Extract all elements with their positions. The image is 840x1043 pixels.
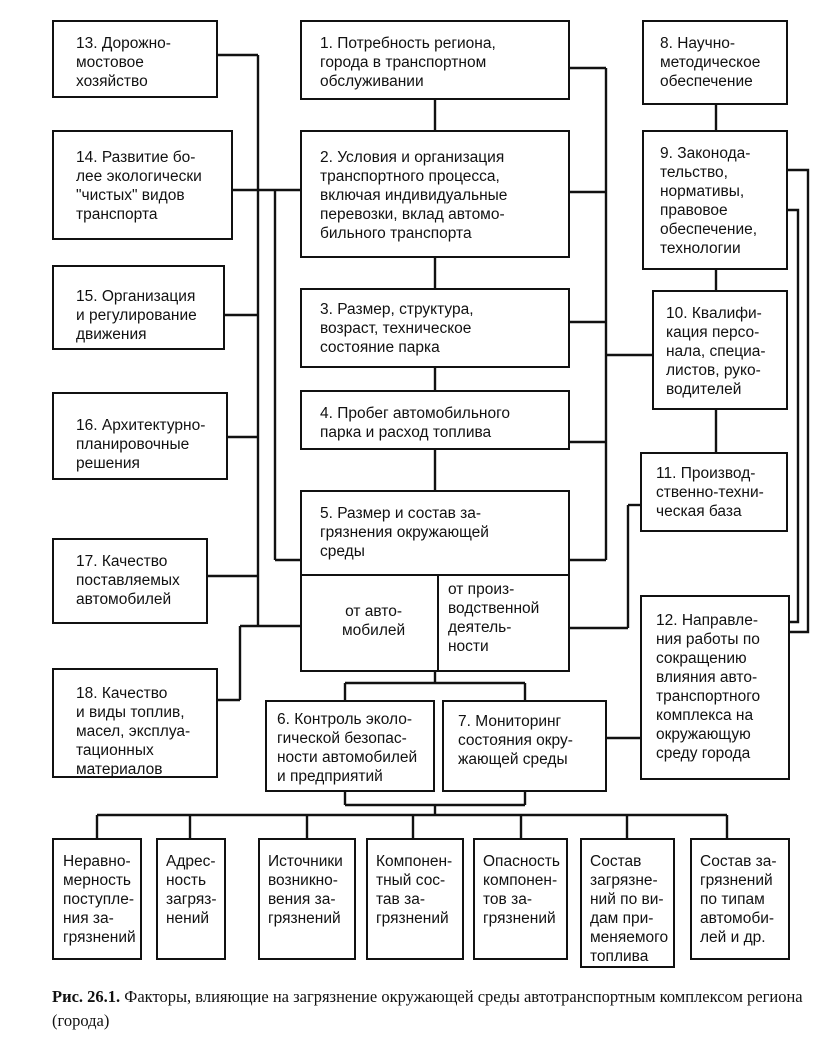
box-10-label: 10. Квалифи- кация персо- нала, специа- листов, руко- водителей: [666, 305, 766, 398]
figure-label: Рис. 26.1.: [52, 987, 121, 1006]
box-2: [300, 130, 570, 258]
box-17-label: 17. Качество поставляемых автомобилей: [76, 553, 180, 608]
result-box-5-label: Опасность компонен- тов за- грязнений: [483, 853, 560, 927]
result-box-6: [580, 838, 675, 968]
box-13: [52, 20, 218, 98]
box-15-label: 15. Организация и регулирование движения: [76, 288, 197, 343]
box-14: [52, 130, 233, 240]
box-7-label: 7. Мониторинг состояния окру- жающей среды: [458, 713, 573, 768]
figure-caption-text: Факторы, влияющие на загрязнение окружающей среды автотранспортным комплексом региона (города): [52, 987, 803, 1030]
result-box-4: [366, 838, 464, 960]
box-18-label: 18. Качество и виды топлив, масел, эксплуа- тационных материалов: [76, 685, 191, 778]
box-2-label: 2. Условия и организация транспортного процесса, включая индивидуальные перевозки, вклад автомо- бильного транспорта: [320, 149, 508, 242]
box-16-label: 16. Архитектурно- планировочные решения: [76, 417, 206, 472]
box-11: [640, 452, 788, 532]
box-5a-label: от авто- мобилей: [342, 603, 406, 639]
result-box-5: [473, 838, 568, 960]
box-16: [52, 392, 228, 480]
box-10: [652, 290, 788, 410]
result-box-2-label: Адрес- ность загряз- нений: [166, 853, 217, 927]
box-1-label: 1. Потребность региона, города в транспортном обслуживании: [320, 35, 496, 90]
box-11-label: 11. Производ- ственно-техни- ческая база: [656, 465, 764, 520]
box-6: [265, 700, 435, 792]
result-box-1-label: Неравно- мерность поступле- ния за- грязнений: [63, 853, 136, 946]
box-3: [300, 288, 570, 368]
result-box-6-label: Состав загрязне- ний по ви- дам при- меняемого топлива: [590, 853, 669, 965]
box-5-label: 5. Размер и состав за- грязнения окружающей среды: [320, 505, 489, 560]
result-box-7-label: Состав за- грязнений по типам автомоби- лей и др.: [700, 853, 777, 946]
box-9-label: 9. Законода- тельство, нормативы, правовое обеспечение, технологии: [660, 145, 758, 257]
box-5b-label: от произ- водственной деятель- ности: [448, 581, 540, 655]
box-3-label: 3. Размер, структура, возраст, техническое состояние парка: [320, 301, 474, 356]
box-1: [300, 20, 570, 100]
box-17: [52, 538, 208, 624]
box-13-label: 13. Дорожно- мостовое хозяйство: [76, 35, 171, 90]
box-4-label: 4. Пробег автомобильного парка и расход топлива: [320, 405, 511, 441]
box-4: [300, 390, 570, 450]
box-9: [642, 130, 788, 270]
box-6-label: 6. Контроль эколо- гической безопас- ности автомобилей и предприятий: [277, 711, 418, 785]
result-box-2: [156, 838, 226, 960]
result-box-7: [690, 838, 790, 960]
box-14-label: 14. Развитие бо- лее экологически "чистых" видов транспорта: [76, 149, 202, 223]
box-12: [640, 595, 790, 780]
result-box-3-label: Источники возникно- вения за- грязнений: [268, 853, 343, 927]
box-8-label: 8. Научно- методическое обеспечение: [660, 35, 761, 90]
result-box-4-label: Компонен- тный сос- тав за- грязнений: [376, 853, 453, 927]
box-18: [52, 668, 218, 778]
box-8: [642, 20, 788, 105]
box-15: [52, 265, 225, 350]
figure-caption: [52, 985, 822, 1033]
box-7: [442, 700, 607, 792]
result-box-3: [258, 838, 356, 960]
box-5: [300, 490, 570, 672]
result-box-1: [52, 838, 142, 960]
box-12-label: 12. Направле- ния работы по сокращению влияния авто- транспортного комплекса на окружающую среду города: [656, 612, 761, 762]
